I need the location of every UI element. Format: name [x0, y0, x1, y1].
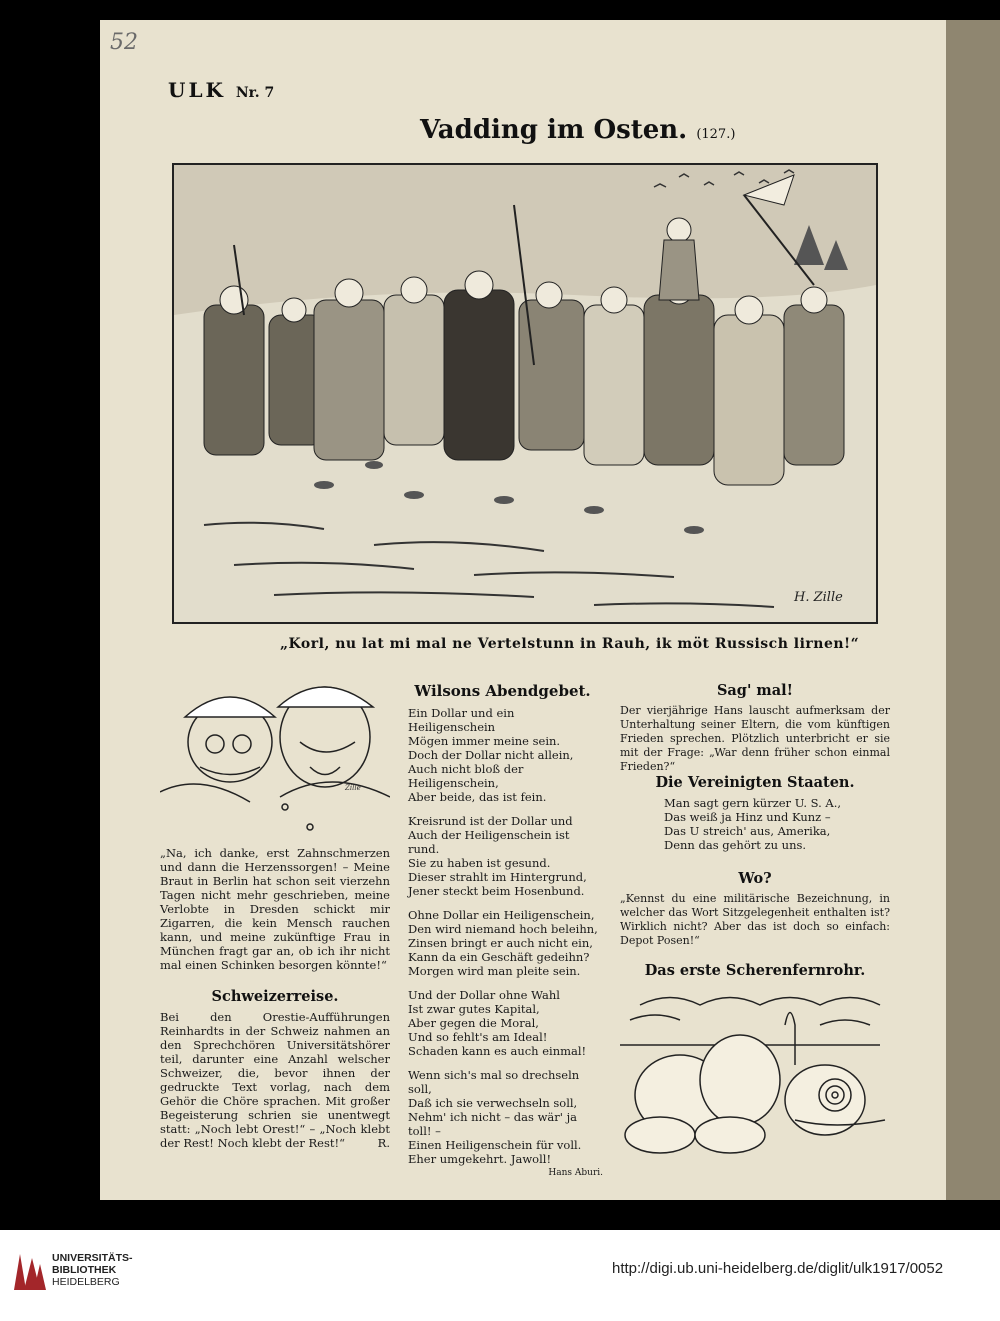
verse-line: Aber gegen die Moral,	[408, 1016, 539, 1030]
verse-vereinigte-staaten	[664, 796, 894, 852]
snail-sketch-drawing	[620, 985, 890, 1155]
verse-line: Zinsen bringt er auch nicht ein,	[408, 936, 593, 950]
stanza	[408, 908, 603, 978]
verse-line: Kreisrund ist der Dollar und	[408, 814, 573, 828]
masthead-name: ULK	[168, 78, 226, 102]
verse-line: Das U streich' aus, Amerika,	[664, 824, 831, 838]
sag-mal-text: Der vierjährige Hans lauscht aufmerksam der Unterhaltung seiner Eltern, die vom künftigen Frieden sprechen. Plötzlich unterbricht er sie mit der Frage: „War denn früher schon einmal Frieden?“	[620, 704, 890, 773]
verse-line: Eher umgekehrt. Jawoll!	[408, 1152, 552, 1166]
joke-text: „Na, ich danke, erst Zahnschmerzen und dann die Herzenssorgen! – Meine Braut in Berlin hat schon seit vierzehn Tagen nicht mehr geschrieben, meine Verlobte in Dresden schickt mir Zigarren, die kein Mensch rauchen kann, und meine zukünftige Frau in München fragt gar an, ob ich ihr nicht mal einen Schinken besorgen könnte!“	[160, 846, 390, 972]
schweizerreise-text	[160, 1010, 390, 1150]
march-scene-drawing	[174, 165, 876, 622]
verse-line: Aber beide, das ist fein.	[408, 790, 547, 804]
verse-line: Ist zwar gutes Kapital,	[408, 1002, 540, 1016]
issue-number: Nr. 7	[235, 85, 275, 101]
verse-line: Das weiß ja Hinz und Kunz –	[664, 810, 831, 824]
illustration-caption: „Korl, nu lat mi mal ne Vertelstunn in Rauh, ik möt Russisch lirnen!“	[280, 636, 860, 652]
verse-line: Ohne Dollar ein Heiligenschein,	[408, 908, 595, 922]
verse-line: Und so fehlt's am Ideal!	[408, 1030, 548, 1044]
verse-line: Daß ich sie verwechseln soll,	[408, 1096, 578, 1110]
schweizerreise-sign: R.	[377, 1136, 390, 1150]
heading-sag-mal: Sag' mal!	[716, 682, 794, 699]
sketch-signature: Zille	[345, 784, 361, 792]
stanza	[408, 814, 603, 898]
title-number: (127.)	[696, 127, 736, 142]
soldiers-sketch-drawing	[160, 672, 390, 837]
title-text: Vadding im Osten.	[420, 115, 688, 145]
main-illustration	[172, 163, 878, 624]
stanza	[408, 988, 603, 1058]
verse-line: Wenn sich's mal so drechseln soll,	[408, 1068, 580, 1096]
schweizerreise-body: Bei den Orestie-Aufführungen Reinhardts in der Schweiz nahmen an den Sprechchören Universitätshörer teil, darunter eine Anzahl welscher Schweizer, die, bevor ihnen der gedruckte Text vorlag, nach dem Gehör die Chöre sprachen. Mit großer Begeisterung schrien sie unentwegt statt: „Noch lebt Orest!“ – „Noch klebt der Rest! Noch klebt der Rest!“	[160, 1010, 390, 1150]
verse-line: Ein Dollar und ein Heiligenschein	[408, 706, 515, 734]
poem-author: Hans Aburi.	[548, 1168, 603, 1178]
source-url-link[interactable]: http://digi.ub.uni-heidelberg.de/diglit/ulk1917/0052	[612, 1260, 944, 1277]
stanza	[408, 706, 603, 804]
verse-line: Man sagt gern kürzer U. S. A.,	[664, 796, 842, 810]
university-logo-icon	[12, 1250, 46, 1292]
heading-wilsons-abendgebet: Wilsons Abendgebet.	[414, 682, 591, 700]
heading-scherenfernrohr: Das erste Scherenfernrohr.	[644, 962, 866, 979]
logo-line-3: HEIDELBERG	[52, 1276, 120, 1288]
pencil-page-number: 52	[110, 30, 138, 55]
verse-line: Schaden kann es auch einmal!	[408, 1044, 587, 1058]
verse-line: Kann da ein Geschäft gedeihn?	[408, 950, 590, 964]
verse-line: Denn das gehört zu uns.	[664, 838, 807, 852]
masthead	[168, 78, 274, 102]
soldiers-sketch	[160, 672, 390, 837]
heading-schweizerreise: Schweizerreise.	[211, 988, 339, 1005]
verse-line: Den wird niemand hoch beleihn,	[408, 922, 598, 936]
verse-line: Mögen immer meine sein.	[408, 734, 561, 748]
verse-line: Und der Dollar ohne Wahl	[408, 988, 560, 1002]
stanza	[408, 1068, 603, 1178]
snail-sketch	[620, 985, 890, 1155]
page-title	[420, 115, 735, 145]
verse-line: Auch nicht bloß der Heiligenschein,	[408, 762, 524, 790]
logo-line-1: UNIVERSITÄTS-	[52, 1252, 133, 1264]
university-library-name[interactable]	[52, 1252, 133, 1288]
illustration-signature: H. Zille	[794, 590, 843, 605]
verse-line: Einen Heiligenschein für voll.	[408, 1138, 582, 1152]
poem-wilsons-abendgebet	[408, 706, 603, 1180]
heading-wo: Wo?	[738, 870, 772, 887]
wo-text: „Kennst du eine militärische Bezeichnung, in welcher das Wort Sitzgelegenheit enthalten ist? Wirklich nicht? Aber das ist doch so einfach: Depot Posen!“	[620, 892, 890, 947]
verse-line: Sie zu haben ist gesund.	[408, 856, 551, 870]
verse-line: Doch der Dollar nicht allein,	[408, 748, 574, 762]
facing-page-edge	[946, 20, 1000, 1200]
verse-line: Auch der Heiligenschein ist rund.	[408, 828, 570, 856]
heading-vereinigte-staaten: Die Vereinigten Staaten.	[655, 774, 855, 791]
verse-line: Dieser strahlt im Hintergrund,	[408, 870, 587, 884]
logo-glyph	[12, 1250, 46, 1292]
verse-line: Jener steckt beim Hosenbund.	[408, 884, 585, 898]
logo-line-2: BIBLIOTHEK	[52, 1264, 117, 1276]
verse-line: Nehm' ich nicht – das wär' ja toll! –	[408, 1110, 578, 1138]
verse-line: Morgen wird man pleite sein.	[408, 964, 581, 978]
